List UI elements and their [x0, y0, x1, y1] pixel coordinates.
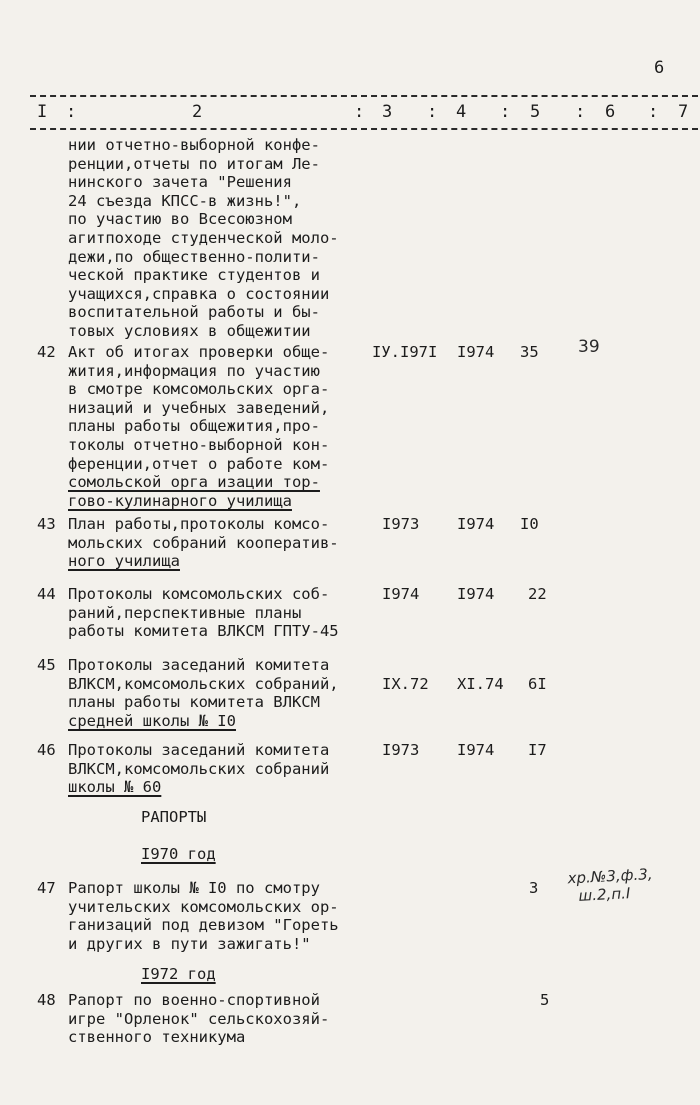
- entry-title: [68, 343, 388, 510]
- title-line: школы № 60: [68, 778, 162, 797]
- title-line: сомольской орга изации тор-: [68, 473, 320, 492]
- entry-title: [68, 515, 388, 571]
- title-line: и других в пути зажигать!": [68, 934, 311, 953]
- header-separator: :: [66, 102, 77, 122]
- title-line: Акт об итогах проверки обще-: [68, 343, 330, 361]
- header-bottom-rule: [30, 128, 698, 130]
- title-line: низаций и учебных заведений,: [68, 398, 330, 417]
- title-line: нинского зачета "Решения: [68, 173, 292, 192]
- title-line: планы работы комитета ВЛКСМ: [68, 693, 320, 712]
- end-date: I974: [457, 515, 495, 533]
- entry-title: [68, 741, 388, 797]
- title-line: ного училища: [68, 552, 180, 571]
- header-col-7: 7: [678, 102, 689, 122]
- entry-title: [68, 585, 388, 641]
- page-number: 6: [654, 58, 665, 78]
- entry-title: [68, 656, 388, 730]
- entry-number: 43: [37, 515, 56, 533]
- title-line: токолы отчетно-выборной кон-: [68, 435, 330, 454]
- start-date: I973: [382, 741, 420, 759]
- note-line: хр.№3,ф.3,: [567, 864, 653, 888]
- end-date: I974: [457, 585, 495, 603]
- year-heading-1970: I970 год: [141, 845, 216, 863]
- start-date: I973: [382, 515, 420, 533]
- sheet-count: 35: [520, 343, 539, 361]
- sheet-count: I7: [528, 741, 547, 759]
- title-line: работы комитета ВЛКСМ ГПТУ-45: [68, 622, 339, 641]
- note-line: ш.2,п.I: [578, 884, 631, 905]
- title-line: раний,перспективные планы: [68, 603, 302, 622]
- title-line: средней школы № I0: [68, 711, 236, 730]
- title-line: товых условиях в общежитии: [68, 321, 311, 340]
- title-line: ВЛКСМ,комсомольских собраний,: [68, 674, 339, 693]
- sheet-count: I0: [520, 515, 539, 533]
- sheet-count: 6I: [528, 675, 547, 693]
- start-date: I974: [382, 585, 420, 603]
- entry-title: [68, 879, 388, 953]
- title-line: ференции,отчет о работе ком-: [68, 454, 330, 473]
- title-line: План работы,протоколы комсо-: [68, 515, 330, 533]
- sheet-count: 22: [528, 585, 547, 603]
- title-line: ренции,отчеты по итогам Ле-: [68, 154, 320, 173]
- entry-number: 46: [37, 741, 56, 759]
- title-line: Рапорт школы № I0 по смотру: [68, 879, 320, 897]
- title-line: мольских собраний кооператив-: [68, 533, 339, 552]
- start-date: IX.72: [382, 675, 429, 693]
- header-separator: :: [427, 102, 438, 122]
- title-line: воспитательной работы и бы-: [68, 303, 320, 322]
- header-col-6: 6: [605, 102, 616, 122]
- header-separator: :: [354, 102, 365, 122]
- title-line: 24 съезда КПСС-в жизнь!",: [68, 191, 302, 210]
- title-line: в смотре комсомольских орга-: [68, 380, 330, 399]
- title-line: Протоколы заседаний комитета: [68, 741, 330, 759]
- title-line: ческой практике студентов и: [68, 266, 320, 285]
- title-line: жития,информация по участию: [68, 361, 320, 380]
- year-heading-1972: I972 год: [141, 965, 216, 983]
- title-line: игре "Орленок" сельскохозяй-: [68, 1009, 330, 1028]
- entry-title: [68, 136, 388, 341]
- title-line: гово-кулинарного училища: [68, 491, 292, 510]
- title-line: ВЛКСМ,комсомольских собраний: [68, 759, 330, 778]
- header-top-rule: [30, 95, 698, 97]
- title-line: ганизаций под девизом "Гореть: [68, 916, 339, 935]
- end-date: XI.74: [457, 675, 504, 693]
- header-separator: :: [648, 102, 659, 122]
- start-date: IУ.I97I: [372, 343, 438, 361]
- entry-title: [68, 991, 388, 1047]
- title-line: Протоколы комсомольских соб-: [68, 585, 330, 603]
- title-line: ственного техникума: [68, 1028, 246, 1047]
- entry-number: 42: [37, 343, 56, 361]
- title-line: учительских комсомольских ор-: [68, 897, 339, 916]
- section-heading: РАПОРТЫ: [141, 808, 207, 826]
- header-separator: :: [500, 102, 511, 122]
- handwritten-number: 39: [578, 337, 600, 357]
- entry-number: 45: [37, 656, 56, 674]
- sheet-count: 5: [540, 991, 550, 1009]
- header-col-5: 5: [530, 102, 541, 122]
- title-line: учащихся,справка о состоянии: [68, 284, 330, 303]
- title-line: по участию во Всесоюзном: [68, 210, 292, 229]
- header-col-1: I: [37, 102, 48, 122]
- header-col-2: 2: [192, 102, 203, 122]
- title-line: нии отчетно-выборной конфе-: [68, 136, 320, 154]
- title-line: планы работы общежития,про-: [68, 417, 320, 436]
- entry-number: 48: [37, 991, 56, 1009]
- entry-number: 44: [37, 585, 56, 603]
- header-col-4: 4: [456, 102, 467, 122]
- header-col-3: 3: [382, 102, 393, 122]
- end-date: I974: [457, 343, 495, 361]
- end-date: I974: [457, 741, 495, 759]
- title-line: Протоколы заседаний комитета: [68, 656, 330, 674]
- handwritten-storage-note: [567, 863, 699, 906]
- title-line: агитпоходе студенческой моло-: [68, 228, 339, 247]
- entry-number: 47: [37, 879, 56, 897]
- sheet-count: 3: [529, 879, 539, 897]
- header-separator: :: [575, 102, 586, 122]
- title-line: Рапорт по военно-спортивной: [68, 991, 320, 1009]
- title-line: дежи,по общественно-полити-: [68, 247, 320, 266]
